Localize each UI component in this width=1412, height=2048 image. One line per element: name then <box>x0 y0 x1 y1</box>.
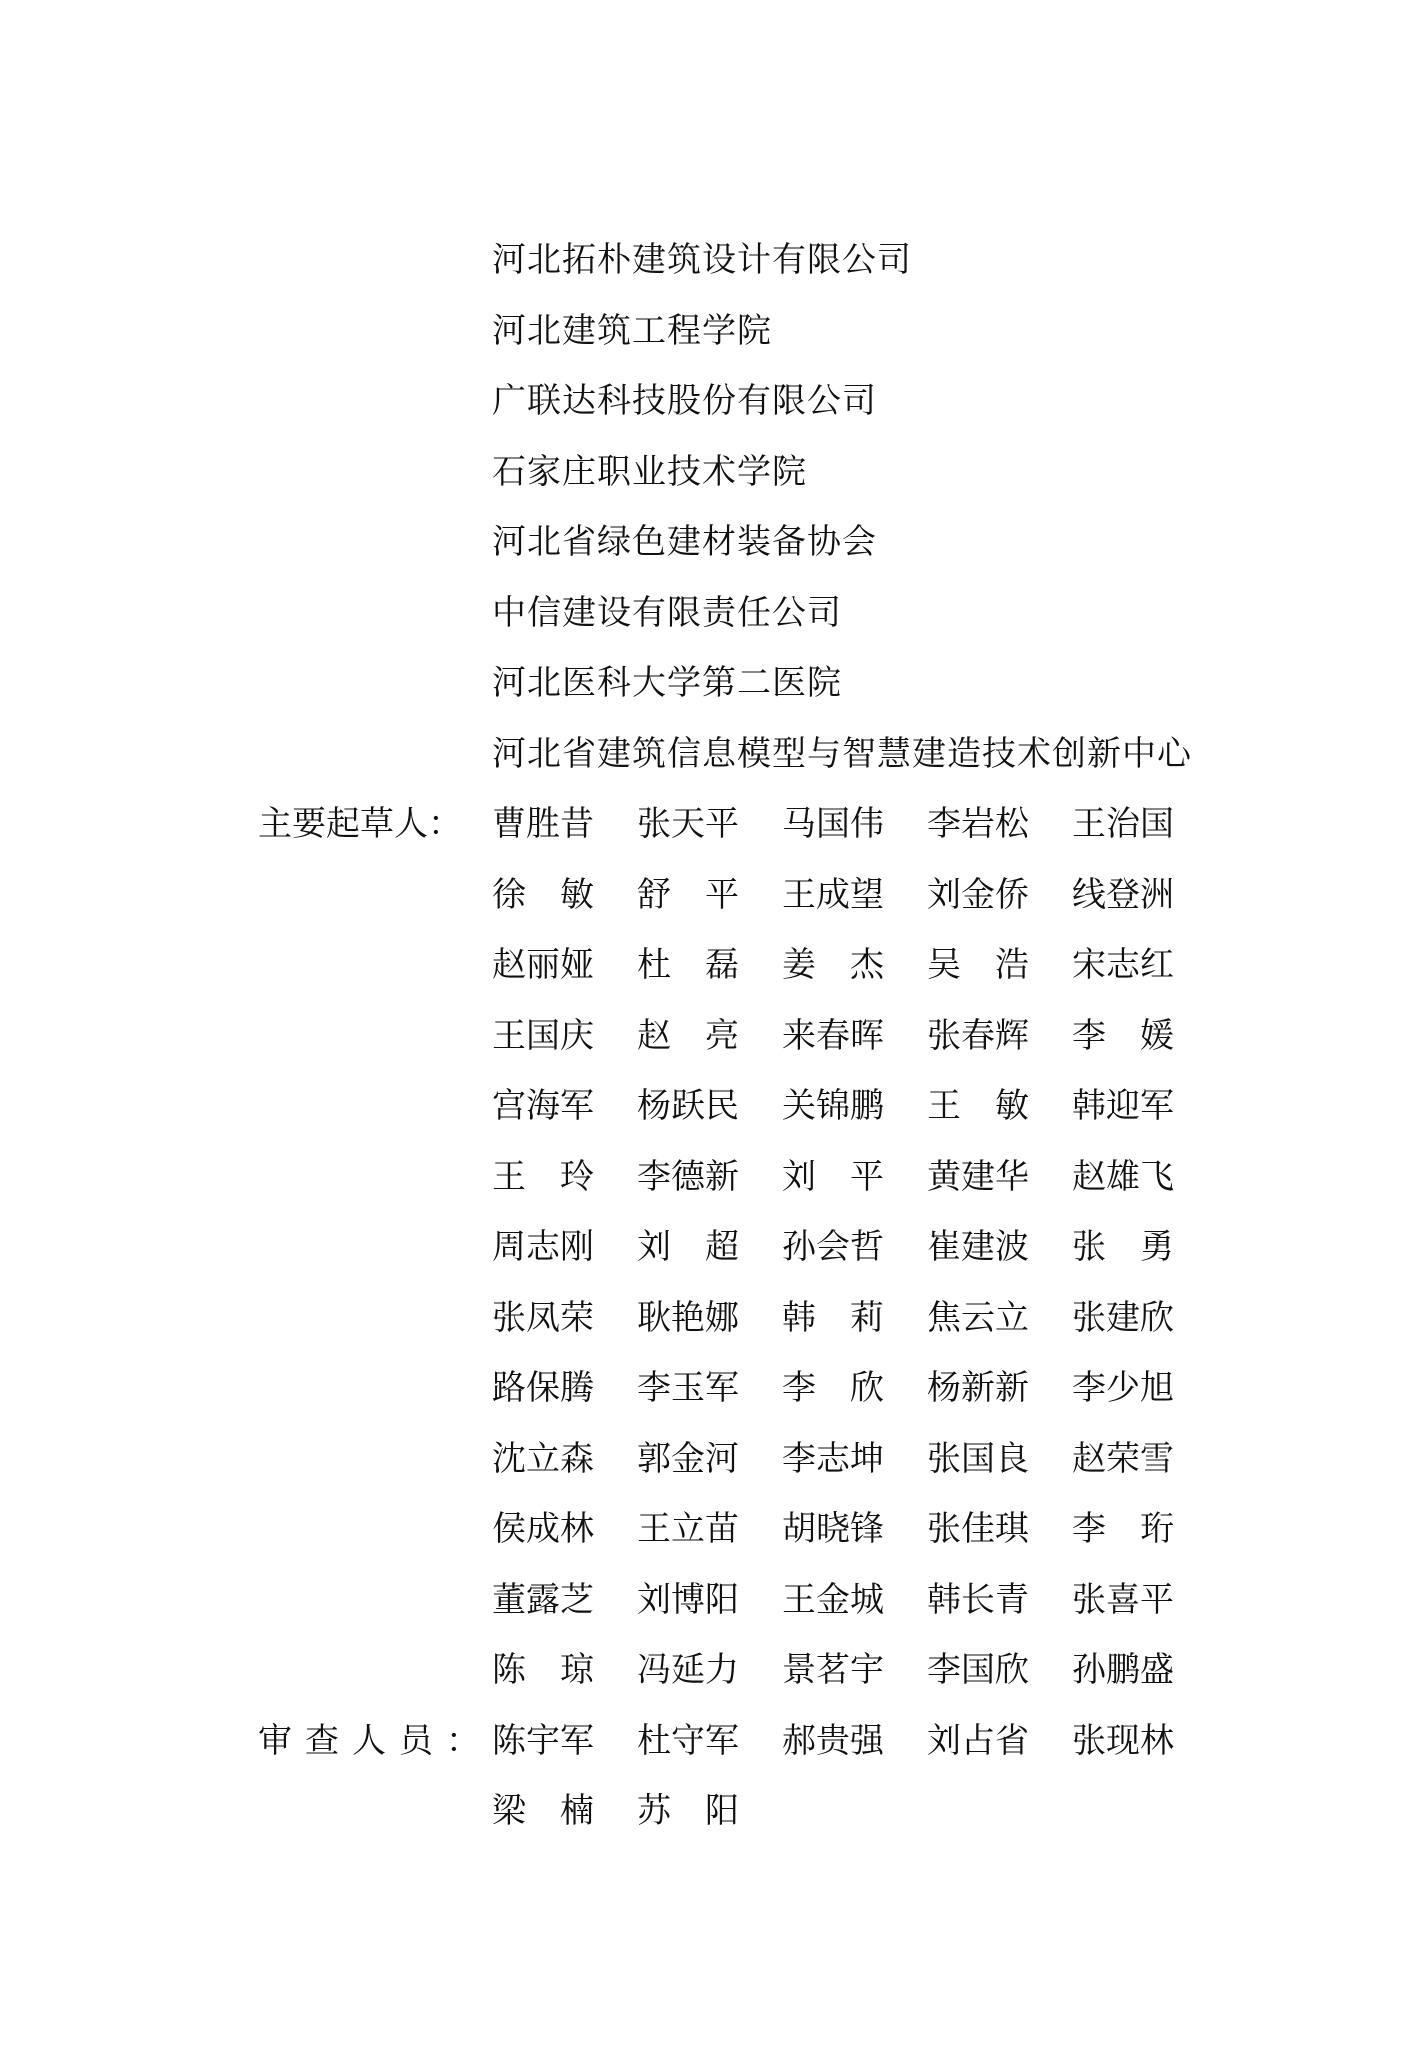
drafter-name: 刘 超 <box>637 1227 739 1267</box>
drafter-name: 杨新新 <box>927 1368 1029 1408</box>
reviewer-name: 陈宇军 <box>492 1721 594 1761</box>
reviewers-label: 审查人员： <box>258 1721 493 1761</box>
drafter-name: 舒 平 <box>637 875 739 915</box>
drafter-name: 杜 磊 <box>637 945 739 985</box>
drafter-name: 张凤荣 <box>492 1298 594 1338</box>
drafter-name: 李德新 <box>637 1157 739 1197</box>
organization-5: 河北省绿色建材装备协会 <box>492 522 877 562</box>
drafter-name: 宫海军 <box>492 1086 594 1126</box>
drafter-name: 王治国 <box>1072 804 1174 844</box>
drafter-name: 董露芝 <box>492 1580 594 1620</box>
drafter-name: 赵荣雪 <box>1072 1439 1174 1479</box>
drafter-name: 冯延力 <box>637 1650 739 1690</box>
drafter-name: 崔建波 <box>927 1227 1029 1267</box>
drafter-name: 吴 浩 <box>927 945 1029 985</box>
drafter-name: 张建欣 <box>1072 1298 1174 1338</box>
drafter-name: 姜 杰 <box>782 945 884 985</box>
drafter-name: 张天平 <box>637 804 739 844</box>
drafter-name: 沈立森 <box>492 1439 594 1479</box>
drafters-label: 主要起草人： <box>258 804 462 844</box>
drafter-name: 刘 平 <box>782 1157 884 1197</box>
drafters-row <box>492 1086 1217 1126</box>
reviewer-name: 刘占省 <box>927 1721 1029 1761</box>
drafter-name: 张国良 <box>927 1439 1029 1479</box>
drafter-name: 胡晓锋 <box>782 1509 884 1549</box>
organization-8: 河北省建筑信息模型与智慧建造技术创新中心 <box>492 734 1192 774</box>
organization-3: 广联达科技股份有限公司 <box>492 381 877 421</box>
drafters-row <box>492 1368 1217 1408</box>
drafter-name: 景茗宇 <box>782 1650 884 1690</box>
drafter-name: 刘金侨 <box>927 875 1029 915</box>
drafter-name: 韩长青 <box>927 1580 1029 1620</box>
drafter-name: 王成望 <box>782 875 884 915</box>
drafter-name: 赵雄飞 <box>1072 1157 1174 1197</box>
drafter-name: 王立苗 <box>637 1509 739 1549</box>
organization-2: 河北建筑工程学院 <box>492 311 772 351</box>
drafters-row <box>492 1298 1217 1338</box>
organization-6: 中信建设有限责任公司 <box>492 593 842 633</box>
reviewer-name: 郝贵强 <box>782 1721 884 1761</box>
drafter-name: 李玉军 <box>637 1368 739 1408</box>
drafter-name: 张 勇 <box>1072 1227 1174 1267</box>
drafters-row <box>492 1580 1217 1620</box>
drafter-name: 赵 亮 <box>637 1016 739 1056</box>
drafters-row <box>492 1509 1217 1549</box>
drafters-row <box>492 875 1217 915</box>
drafter-name: 李 珩 <box>1072 1509 1174 1549</box>
reviewer-name: 张现林 <box>1072 1721 1174 1761</box>
organization-1: 河北拓朴建筑设计有限公司 <box>492 240 912 280</box>
drafter-name: 李 媛 <box>1072 1016 1174 1056</box>
drafter-name: 张佳琪 <box>927 1509 1029 1549</box>
drafter-name: 路保腾 <box>492 1368 594 1408</box>
drafters-row <box>492 1016 1217 1056</box>
drafter-name: 宋志红 <box>1072 945 1174 985</box>
drafter-name: 郭金河 <box>637 1439 739 1479</box>
drafter-name: 李岩松 <box>927 804 1029 844</box>
drafter-name: 张春辉 <box>927 1016 1029 1056</box>
reviewers-row <box>492 1721 1217 1761</box>
drafter-name: 耿艳娜 <box>637 1298 739 1338</box>
drafters-row <box>492 1650 1217 1690</box>
drafters-row <box>492 1157 1217 1197</box>
drafter-name: 孙会哲 <box>782 1227 884 1267</box>
organization-4: 石家庄职业技术学院 <box>492 452 807 492</box>
drafter-name: 韩迎军 <box>1072 1086 1174 1126</box>
drafter-name: 徐 敏 <box>492 875 594 915</box>
reviewers-row <box>492 1791 782 1831</box>
drafters-row <box>492 1227 1217 1267</box>
drafter-name: 王 敏 <box>927 1086 1029 1126</box>
drafter-name: 赵丽娅 <box>492 945 594 985</box>
drafter-name: 焦云立 <box>927 1298 1029 1338</box>
drafters-row <box>492 804 1217 844</box>
drafter-name: 李 欣 <box>782 1368 884 1408</box>
drafter-name: 王 玲 <box>492 1157 594 1197</box>
drafter-name: 王金城 <box>782 1580 884 1620</box>
drafter-name: 关锦鹏 <box>782 1086 884 1126</box>
drafter-name: 张喜平 <box>1072 1580 1174 1620</box>
drafter-name: 线登洲 <box>1072 875 1174 915</box>
drafter-name: 黄建华 <box>927 1157 1029 1197</box>
organization-7: 河北医科大学第二医院 <box>492 663 842 703</box>
reviewer-name: 杜守军 <box>637 1721 739 1761</box>
drafter-name: 韩 莉 <box>782 1298 884 1338</box>
drafter-name: 马国伟 <box>782 804 884 844</box>
drafter-name: 李少旭 <box>1072 1368 1174 1408</box>
drafter-name: 曹胜昔 <box>492 804 594 844</box>
reviewer-name: 梁 楠 <box>492 1791 594 1831</box>
drafter-name: 王国庆 <box>492 1016 594 1056</box>
drafters-row <box>492 945 1217 985</box>
drafters-row <box>492 1439 1217 1479</box>
drafter-name: 来春晖 <box>782 1016 884 1056</box>
drafter-name: 侯成林 <box>492 1509 594 1549</box>
drafter-name: 杨跃民 <box>637 1086 739 1126</box>
drafter-name: 孙鹏盛 <box>1072 1650 1174 1690</box>
reviewer-name: 苏 阳 <box>637 1791 739 1831</box>
drafter-name: 李国欣 <box>927 1650 1029 1690</box>
drafter-name: 李志坤 <box>782 1439 884 1479</box>
drafter-name: 刘博阳 <box>637 1580 739 1620</box>
drafter-name: 周志刚 <box>492 1227 594 1267</box>
drafter-name: 陈 琼 <box>492 1650 594 1690</box>
